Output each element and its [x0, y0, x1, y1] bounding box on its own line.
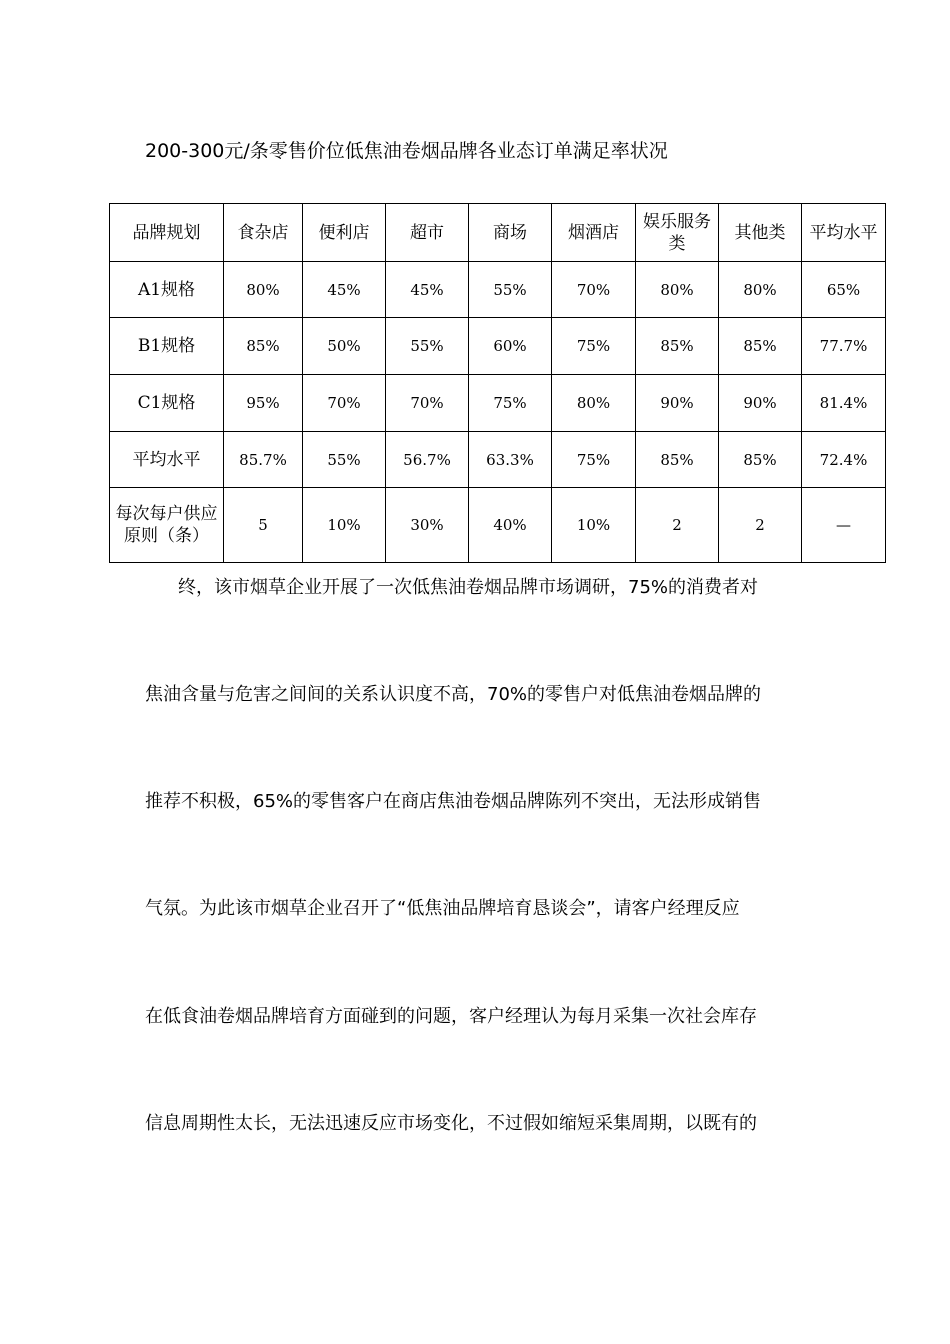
table-cell: 2	[719, 488, 802, 563]
paragraph-line: 焦油含量与危害之间间的关系认识度不高，70%的零售户对低焦油卷烟品牌的	[145, 684, 762, 705]
table-cell: 85%	[636, 318, 719, 375]
table-cell: 10%	[303, 488, 386, 563]
header-cell: 便利店	[303, 204, 386, 262]
table-cell: 56.7%	[386, 432, 469, 488]
paragraph-line: 气氛。为此该市烟草企业召开了“低焦油品牌培育恳谈会”，请客户经理反应	[145, 898, 740, 919]
table-cell: 80%	[224, 262, 303, 318]
row-label: 每次每户供应原则（条）	[110, 488, 224, 563]
table-cell: 75%	[469, 375, 552, 432]
table-cell: 5	[224, 488, 303, 563]
table-cell: 95%	[224, 375, 303, 432]
row-label: C1规格	[110, 375, 224, 432]
table-cell: 30%	[386, 488, 469, 563]
table-row	[110, 375, 886, 432]
document-title: 200-300元/条零售价位低焦油卷烟品牌各业态订单满足率状况	[145, 140, 668, 162]
header-cell: 平均水平	[802, 204, 886, 262]
row-label: B1规格	[110, 318, 224, 375]
table-row	[110, 262, 886, 318]
table-header-row	[110, 204, 886, 262]
table-cell: 85%	[719, 318, 802, 375]
table-cell: 85%	[719, 432, 802, 488]
table-cell: 90%	[719, 375, 802, 432]
table-cell: 75%	[552, 318, 636, 375]
table-cell: 85%	[636, 432, 719, 488]
table-cell: 55%	[303, 432, 386, 488]
table-cell: 2	[636, 488, 719, 563]
table-row	[110, 488, 886, 563]
table-cell: 81.4%	[802, 375, 886, 432]
row-label: A1规格	[110, 262, 224, 318]
header-cell: 超市	[386, 204, 469, 262]
paragraph-line: 信息周期性太长，无法迅速反应市场变化，不过假如缩短采集周期，以既有的	[145, 1113, 757, 1134]
table-cell: 72.4%	[802, 432, 886, 488]
table-cell: —	[802, 488, 886, 563]
table-cell: 90%	[636, 375, 719, 432]
table-row	[110, 318, 886, 375]
table-cell: 70%	[552, 262, 636, 318]
row-label: 平均水平	[110, 432, 224, 488]
table-cell: 80%	[636, 262, 719, 318]
table-cell: 60%	[469, 318, 552, 375]
header-cell: 烟酒店	[552, 204, 636, 262]
paragraph-line: 终，该市烟草企业开展了一次低焦油卷烟品牌市场调研，75%的消费者对	[178, 577, 759, 598]
paragraph-line: 在低食油卷烟品牌培育方面碰到的问题，客户经理认为每月采集一次社会库存	[145, 1006, 757, 1027]
table-cell: 85%	[224, 318, 303, 375]
paragraph-line: 推荐不积极，65%的零售客户在商店焦油卷烟品牌陈列不突出，无法形成销售	[145, 791, 762, 812]
table-cell: 40%	[469, 488, 552, 563]
header-cell: 食杂店	[224, 204, 303, 262]
table-cell: 85.7%	[224, 432, 303, 488]
table-cell: 45%	[303, 262, 386, 318]
table-cell: 70%	[386, 375, 469, 432]
header-cell: 商场	[469, 204, 552, 262]
table-cell: 80%	[552, 375, 636, 432]
table-cell: 65%	[802, 262, 886, 318]
header-cell: 其他类	[719, 204, 802, 262]
table-cell: 75%	[552, 432, 636, 488]
header-cell: 品牌规划	[110, 204, 224, 262]
table-cell: 77.7%	[802, 318, 886, 375]
header-cell: 娱乐服务类	[636, 204, 719, 262]
table-cell: 63.3%	[469, 432, 552, 488]
table-cell: 70%	[303, 375, 386, 432]
table-cell: 10%	[552, 488, 636, 563]
table-cell: 45%	[386, 262, 469, 318]
fulfillment-table	[109, 203, 886, 563]
table-row	[110, 432, 886, 488]
table-cell: 50%	[303, 318, 386, 375]
table-cell: 55%	[469, 262, 552, 318]
table-cell: 55%	[386, 318, 469, 375]
table-cell: 80%	[719, 262, 802, 318]
